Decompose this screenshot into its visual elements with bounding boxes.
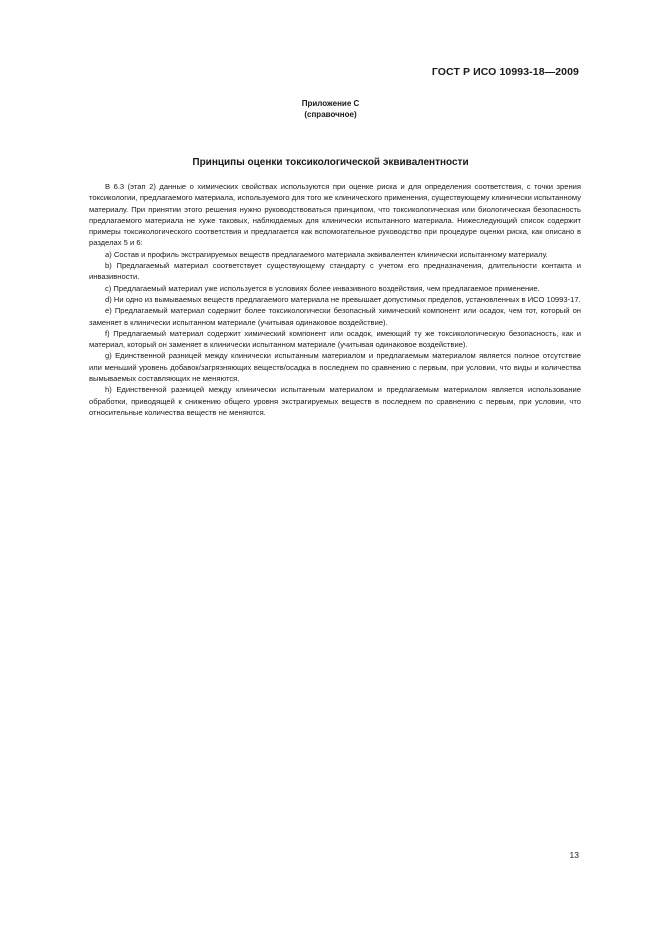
annex-heading	[0, 98, 661, 120]
intro-paragraph: В 6.3 (этап 2) данные о химических свойствах используются при оценке риска и для определения соответствия, с точки зрения токсикологии, предлагаемого материала, используемого для того же клинического применения, существующему клинически испытанному материалу. При принятии этого решения нужно руководствоваться принципом, что токсикологическая или биологическая безопасность предлагаемого материала не хуже таковых, наблюдаемых для клинически испытанного материала. Нижеследующий список содержит примеры токсикологического соответствия и предлагается как вспомогательное руководство при процедуре оценки риска, как описано в разделах 5 и 6:	[89, 182, 581, 248]
list-item-b: b) Предлагаемый материал соответствует существующему стандарту с учетом его предназначения, длительности контакта и инвазивности.	[89, 261, 581, 282]
list-item-c: c) Предлагаемый материал уже используется в условиях более инвазивного воздействия, чем предлагаемое применение.	[105, 283, 540, 293]
annex-type: (справочное)	[304, 110, 357, 119]
list-item-e: e) Предлагаемый материал содержит более токсикологически безопасный химический компонент или осадок, чем тот, который он заменяет в клинически испытанном материале (учитывая одинаковое воздействие).	[89, 306, 581, 327]
list-item-d: d) Ни одно из вымываемых веществ предлагаемого материала не превышает допустимых пределов, установленных в ИСО 10993-17.	[105, 294, 581, 304]
body-text	[89, 181, 581, 418]
list-item-a: a) Состав и профиль экстрагируемых веществ предлагаемого материала эквивалентен клинически испытанному материалу.	[105, 249, 548, 259]
list-item-h: h) Единственной разницей между клинически испытанным материалом и предлагаемым материалом является использование обработки, приводящей к снижению общего уровня экстрагируемых веществ в последнем по сравнению с первым, при условии, что относительные количества веществ не меняются.	[89, 385, 581, 417]
list-item-f: f) Предлагаемый материал содержит химический компонент или осадок, имеющий ту же токсикологическую безопасность, как и материал, который он заменяет в клинически испытанном материале (учитывая одинаковое воздействие).	[89, 328, 581, 350]
annex-label: Приложение С	[301, 99, 360, 108]
section-title: Принципы оценки токсикологической эквивалентности	[192, 157, 469, 168]
standard-code-header: ГОСТ Р ИСО 10993-18—2009	[431, 66, 579, 78]
page-number: 13	[569, 850, 579, 860]
list-item-g: g) Единственной разницей между клинически испытанным материалом и предлагаемым материалом является полное отсутствие или меньший уровень добавок/загрязняющих веществ/осадка в последнем по сравнению с первым, при условии, что виды и количества вымываемых составляющих не меняются.	[89, 351, 581, 384]
